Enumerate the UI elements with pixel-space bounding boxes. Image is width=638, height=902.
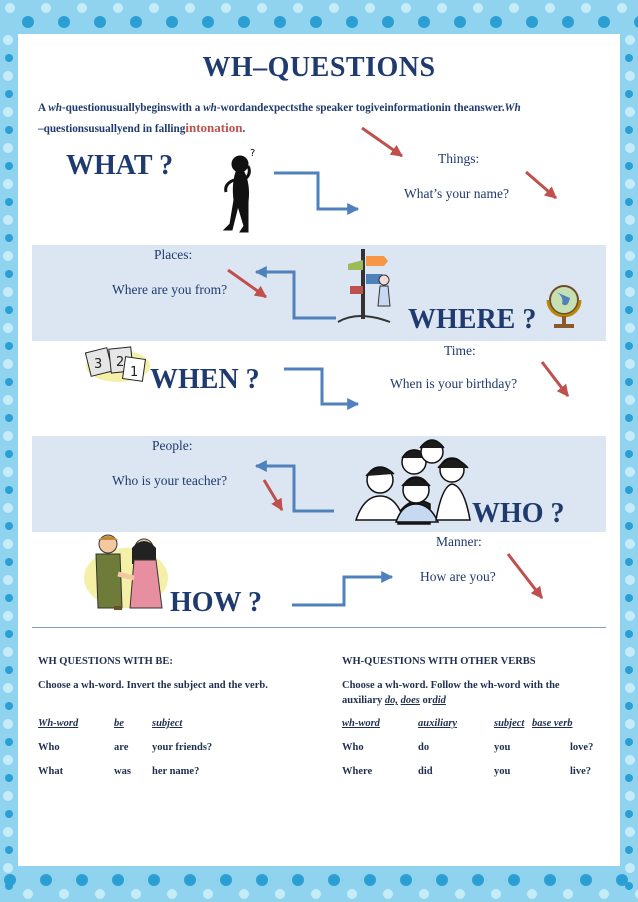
border-dot [625, 35, 635, 45]
border-dot [3, 611, 13, 621]
border-dot [625, 270, 633, 278]
border-dot [113, 3, 123, 13]
intro-text: -questionusuallybeginswith a [61, 102, 204, 114]
border-dot [625, 647, 635, 657]
border-dot [382, 16, 394, 28]
aux-does: does [400, 695, 420, 706]
border-dot [328, 874, 340, 886]
border-dot [76, 874, 88, 886]
when-step-arrow [284, 369, 358, 404]
who-example: Who is your teacher? [112, 473, 228, 488]
border-dot [257, 3, 267, 13]
be-table-instruction: Choose a wh-word. Invert the subject and the verb. [38, 680, 268, 691]
border-dot [3, 431, 13, 441]
what-red-arrow [526, 172, 556, 198]
border-dot [5, 846, 13, 854]
border-dot [5, 774, 13, 782]
border-dot [437, 3, 447, 13]
who-red-arrow [264, 480, 282, 510]
border-dot [95, 889, 105, 899]
where-red-arrow [228, 270, 266, 297]
border-dot [625, 882, 633, 890]
border-dot [625, 306, 633, 314]
border-dot [625, 215, 635, 225]
border-dot [41, 3, 51, 13]
border-dot [625, 323, 635, 333]
border-dot [94, 16, 106, 28]
border-dot [625, 162, 633, 170]
border-dot [131, 889, 141, 899]
other-row-1-whword: Who [342, 742, 364, 753]
intro-wh-italic: Wh [504, 102, 521, 114]
border-dot [5, 162, 13, 170]
border-dot [544, 874, 556, 886]
border-dot [274, 16, 286, 28]
other-row-2-auxiliary: did [418, 766, 433, 777]
who-category: People: [152, 438, 193, 453]
svg-text:3: 3 [94, 357, 103, 372]
border-dot [625, 702, 633, 710]
border-dot [5, 810, 13, 818]
border-dot [184, 874, 196, 886]
other-row-1-baseverb: love? [570, 742, 594, 753]
instruction-text: or [419, 695, 433, 706]
border-dot [625, 198, 633, 206]
intro-red-arrow [362, 128, 402, 156]
border-dot [598, 16, 610, 28]
border-dot [3, 719, 13, 729]
border-dot [625, 54, 633, 62]
be-table-heading: WH QUESTIONS WITH BE: [38, 656, 173, 667]
border-dot [5, 414, 13, 422]
border-dot [625, 863, 635, 873]
aux-did: did [432, 695, 446, 706]
how-step-arrow [292, 577, 392, 605]
border-dot [625, 126, 633, 134]
border-dot [3, 287, 13, 297]
border-dot [625, 467, 635, 477]
border-dot [130, 16, 142, 28]
border-dot [625, 611, 635, 621]
border-dot [625, 342, 633, 350]
border-dot [5, 90, 13, 98]
border-dot [625, 558, 633, 566]
what-example: What’s your name? [404, 186, 509, 201]
border-dot [625, 395, 635, 405]
how-word: HOW ? [170, 587, 263, 618]
border-dot [292, 874, 304, 886]
border-dot [5, 270, 13, 278]
border-dot [346, 16, 358, 28]
border-dot [625, 414, 633, 422]
be-row-1-be: are [114, 742, 129, 753]
how-example: How are you? [420, 569, 496, 584]
intro-text: -wordandexpectsthe speaker togiveinformationin theanswer. [216, 102, 505, 114]
border-dot [625, 450, 633, 458]
border-dot [275, 889, 285, 899]
globe-icon [548, 286, 580, 328]
border-dot [3, 827, 13, 837]
border-dot [5, 630, 13, 638]
border-dot [3, 35, 13, 45]
border-dot [3, 107, 13, 117]
be-header-be: be [114, 718, 124, 729]
border-dot [526, 16, 538, 28]
border-dot [364, 874, 376, 886]
what-category: Things: [438, 151, 480, 166]
border-dot [625, 774, 633, 782]
be-row-1-subject: your friends? [152, 742, 213, 753]
other-table-instruction-line2 [342, 695, 446, 706]
border-dot [3, 863, 13, 873]
intro-text: A [38, 102, 49, 114]
border-dot [625, 575, 635, 585]
border-dot [3, 539, 13, 549]
who-word: WHO ? [472, 498, 565, 529]
border-dot [625, 179, 635, 189]
when-word: WHEN ? [150, 364, 260, 395]
where-word: WHERE ? [408, 304, 537, 335]
border-dot [625, 719, 635, 729]
other-row-1-auxiliary: do [418, 742, 430, 753]
border-dot [454, 16, 466, 28]
border-dot [3, 647, 13, 657]
border-dot [625, 287, 635, 297]
border-dot [625, 666, 633, 674]
border-dot [625, 251, 635, 261]
border-dot [5, 594, 13, 602]
intonation-highlight: intonation [185, 120, 243, 135]
border-dot [238, 16, 250, 28]
border-dot [581, 3, 591, 13]
other-header-baseverb: base verb [532, 718, 573, 729]
border-dot [5, 306, 13, 314]
border-dot [3, 755, 13, 765]
border-dot [5, 558, 13, 566]
border-dot [112, 874, 124, 886]
border-dot [5, 198, 13, 206]
border-dot [383, 889, 393, 899]
intro-text: –questionsusuallyend in falling [38, 123, 186, 135]
border-dot [5, 486, 13, 494]
how-red-arrow [508, 554, 542, 598]
other-row-2-baseverb: live? [570, 766, 591, 777]
worksheet-page [18, 34, 620, 866]
border-dot [59, 889, 69, 899]
border-dot [634, 16, 638, 28]
border-dot [202, 16, 214, 28]
what-word: WHAT ? [66, 150, 174, 181]
border-dot [527, 889, 537, 899]
border-dot [58, 16, 70, 28]
border-dot [625, 594, 633, 602]
border-dot [625, 683, 635, 693]
border-dot [625, 234, 633, 242]
calendar-icon [85, 347, 150, 382]
border-dot [5, 378, 13, 386]
be-row-1-whword: Who [38, 742, 60, 753]
border-dot [3, 467, 13, 477]
border-dot [562, 16, 574, 28]
how-category: Manner: [436, 534, 482, 549]
border-dot [3, 251, 13, 261]
other-row-2-subject: you [494, 766, 511, 777]
border-dot [491, 889, 501, 899]
border-dot [365, 3, 375, 13]
border-dot [3, 503, 13, 513]
border-dot [490, 16, 502, 28]
border-dot [625, 143, 635, 153]
border-dot [311, 889, 321, 899]
border-dot [545, 3, 555, 13]
border-dot [472, 874, 484, 886]
be-row-2-be: was [114, 766, 131, 777]
border-dot [185, 3, 195, 13]
border-dot [293, 3, 303, 13]
when-example: When is your birthday? [390, 376, 518, 391]
border-dot [625, 791, 635, 801]
be-row-2-whword: What [38, 766, 64, 777]
border-dot [625, 539, 635, 549]
border-dot [220, 874, 232, 886]
border-dot [625, 431, 635, 441]
other-header-whword: wh-word [342, 718, 380, 729]
handshake-illustration [84, 535, 168, 610]
border-dot [625, 827, 635, 837]
diagram-graphics [18, 34, 620, 634]
where-step-arrow [256, 272, 336, 318]
section-divider [32, 627, 606, 628]
border-dot [5, 126, 13, 134]
other-header-auxiliary: auxiliary [418, 718, 458, 729]
border-dot [23, 889, 33, 899]
border-dot [625, 522, 633, 530]
border-dot [625, 90, 633, 98]
border-dot [5, 522, 13, 530]
page-title: WH–QUESTIONS [202, 52, 436, 83]
svg-text:2: 2 [116, 355, 125, 370]
border-dot [40, 874, 52, 886]
border-dot [5, 450, 13, 458]
other-table-heading: WH-QUESTIONS WITH OTHER VERBS [342, 656, 536, 667]
border-dot [625, 738, 633, 746]
border-dot [625, 630, 633, 638]
border-dot [418, 16, 430, 28]
when-red-arrow [542, 362, 568, 396]
border-dot [3, 359, 13, 369]
other-header-subject: subject [494, 718, 525, 729]
border-dot [149, 3, 159, 13]
svg-text:1: 1 [130, 365, 139, 380]
border-dot [5, 342, 13, 350]
border-dot [167, 889, 177, 899]
other-row-2-whword: Where [342, 766, 373, 777]
border-dot [3, 215, 13, 225]
border-dot [77, 3, 87, 13]
where-category: Places: [154, 247, 193, 262]
border-dot [580, 874, 592, 886]
border-dot [419, 889, 429, 899]
svg-text:?: ? [250, 148, 256, 159]
signpost-illustration [338, 249, 390, 322]
intro-text: . [242, 123, 246, 135]
border-dot [400, 874, 412, 886]
border-dot [625, 71, 635, 81]
border-dot [625, 846, 633, 854]
border-dot [436, 874, 448, 886]
border-dot [3, 791, 13, 801]
border-dot [625, 810, 633, 818]
border-dot [3, 179, 13, 189]
people-group-illustration [356, 440, 470, 524]
border-dot [599, 889, 609, 899]
other-table-instruction-line1: Choose a wh-word. Follow the wh-word with the [342, 680, 560, 691]
border-dot [5, 54, 13, 62]
border-dot [5, 666, 13, 674]
when-category: Time: [444, 343, 476, 358]
border-dot [625, 359, 635, 369]
be-row-2-subject: her name? [152, 766, 200, 777]
border-dot [3, 575, 13, 585]
border-dot [148, 874, 160, 886]
border-dot [203, 889, 213, 899]
thinking-person-illustration [224, 148, 255, 232]
border-dot [3, 395, 13, 405]
border-dot [455, 889, 465, 899]
where-example: Where are you from? [112, 282, 228, 297]
border-dot [3, 323, 13, 333]
what-step-arrow [274, 173, 358, 209]
other-row-1-subject: you [494, 742, 511, 753]
intro-wh-italic: wh [48, 102, 62, 114]
instruction-text: auxiliary [342, 695, 385, 706]
border-dot [22, 16, 34, 28]
border-dot [166, 16, 178, 28]
border-dot [625, 503, 635, 513]
border-dot [625, 755, 635, 765]
border-dot [508, 874, 520, 886]
border-dot [3, 683, 13, 693]
border-dot [347, 889, 357, 899]
border-dot [310, 16, 322, 28]
border-dot [256, 874, 268, 886]
border-dot [473, 3, 483, 13]
border-dot [239, 889, 249, 899]
be-header-whword: Wh-word [38, 718, 79, 729]
border-dot [509, 3, 519, 13]
border-dot [5, 882, 13, 890]
border-dot [3, 143, 13, 153]
border-dot [563, 889, 573, 899]
border-dot [329, 3, 339, 13]
border-dot [221, 3, 231, 13]
be-header-subject: subject [152, 718, 183, 729]
border-dot [625, 486, 633, 494]
border-dot [625, 107, 635, 117]
border-dot [5, 738, 13, 746]
intro-wh-italic: wh [203, 102, 217, 114]
border-dot [401, 3, 411, 13]
border-dot [3, 71, 13, 81]
border-dot [617, 3, 627, 13]
border-dot [5, 3, 15, 13]
border-dot [5, 702, 13, 710]
aux-do: do, [384, 695, 399, 706]
border-dot [5, 234, 13, 242]
border-dot [625, 378, 633, 386]
